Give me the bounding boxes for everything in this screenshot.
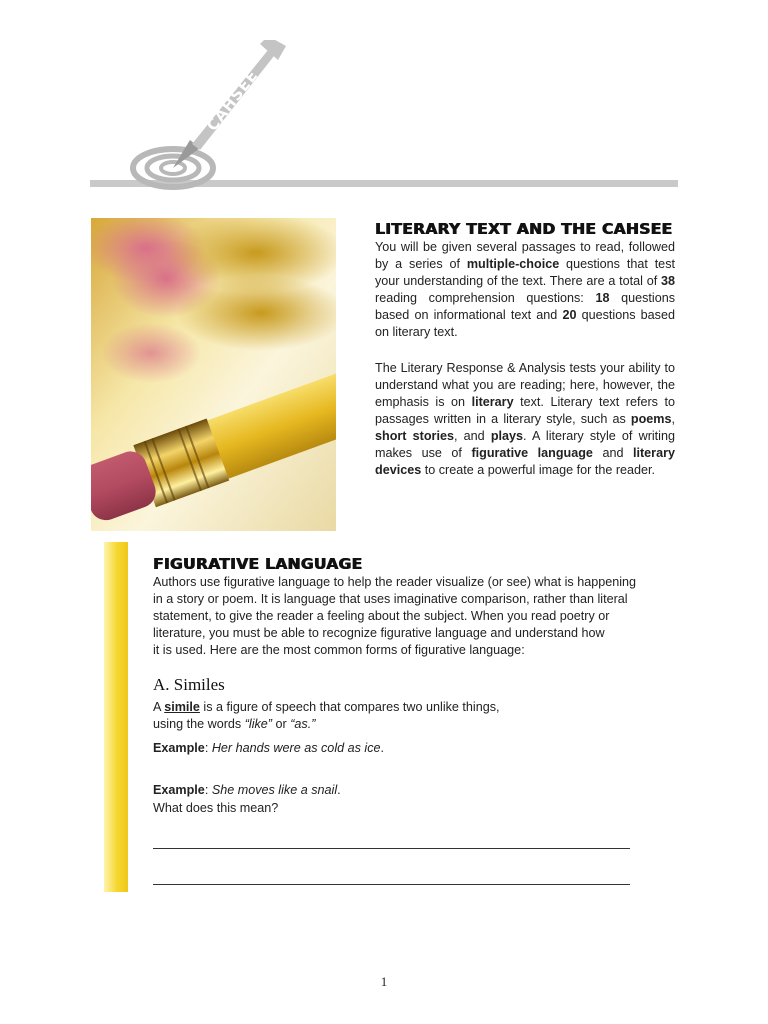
similes-heading: A. Similes xyxy=(153,675,225,694)
figurative-paragraph xyxy=(153,574,658,659)
cahsee-logo xyxy=(128,40,288,205)
page-number: 1 xyxy=(380,974,388,989)
figurative-line: literature, you must be able to recognize figurative language and understand how xyxy=(153,626,605,640)
simile-definition: A simile is a figure of speech that compares two unlike things, using the words “like” or “as.” xyxy=(153,700,500,731)
answer-line[interactable] xyxy=(153,848,630,849)
literary-paragraph-2: The Literary Response & Analysis tests your ability to understand what you are reading; here, however, the emphasis is on literary text. Literary text refers to passages written in a literary style, such as poems, short stories, and plays. A literary style of writing makes use of figurative language and literary devices to create a powerful image for the reader. xyxy=(375,361,676,477)
answer-line[interactable] xyxy=(153,884,630,885)
figurative-line: it is used. Here are the most common forms of figurative language: xyxy=(153,643,525,657)
example-2-question: What does this mean? xyxy=(153,801,279,815)
logo-text: CAHSEE xyxy=(202,66,262,135)
figurative-line: statement, to give the reader a feeling about the subject. When you read poetry or xyxy=(153,609,610,623)
example-2: Example: She moves like a snail. xyxy=(153,783,341,797)
pencil-eraser-photo xyxy=(91,218,336,531)
figurative-line: Authors use figurative language to help the reader visualize (or see) what is happening xyxy=(153,575,637,589)
figurative-line: in a story or poem. It is language that uses imaginative comparison, rather than literal xyxy=(153,592,628,606)
literary-paragraph-1: You will be given several passages to read, followed by a series of multiple-choice questions that test your understanding of the text. There are a total of 38 reading comprehension questions: 18 questions based on informational text and 20 questions based on literary text. xyxy=(375,240,675,339)
literary-heading: LITERARY TEXT AND THE CAHSEE xyxy=(375,220,673,238)
yellow-accent-bar xyxy=(104,542,128,892)
figurative-heading: FIGURATIVE LANGUAGE xyxy=(153,555,363,573)
example-1: Example: Her hands were as cold as ice. xyxy=(153,741,385,755)
target-arrow-icon xyxy=(128,40,288,205)
